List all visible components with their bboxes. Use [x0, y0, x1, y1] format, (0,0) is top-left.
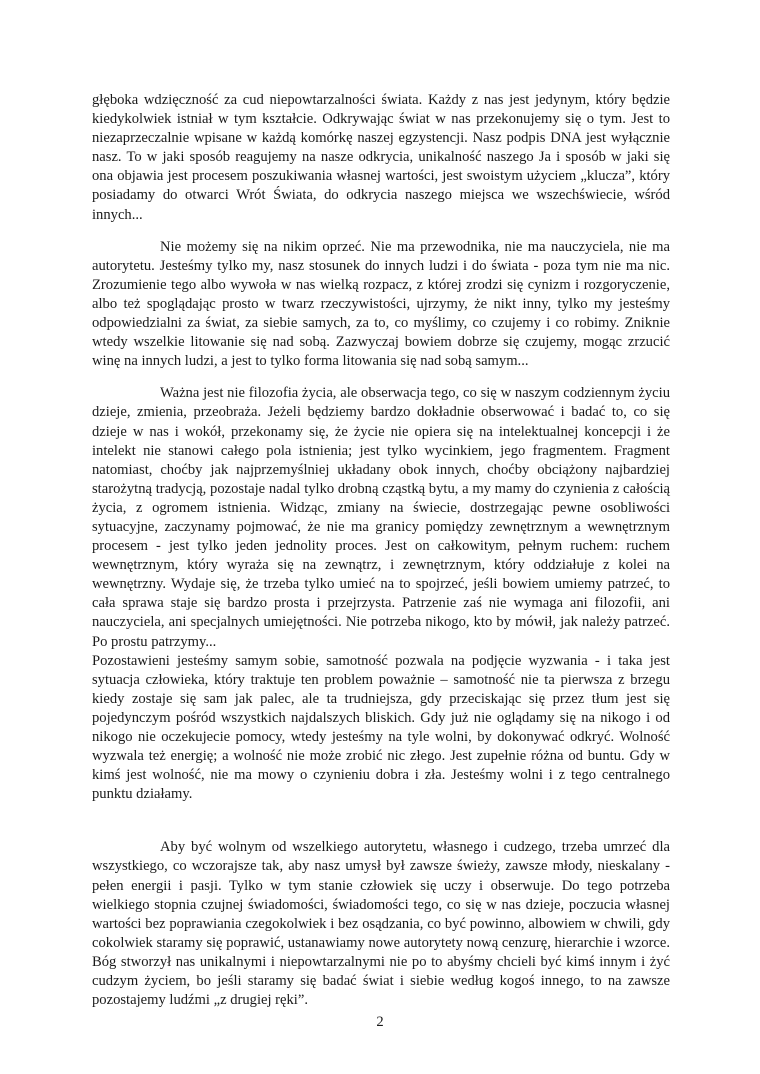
- paragraph-4: Pozostawieni jesteśmy samym sobie, samotność pozwala na podjęcie wyzwania - i taka jest sytuacja człowieka, który traktuje ten problem poważnie – samotność nie ta pierwsza z brzegu kiedy zostaje się sam jak palec, ale ta trudniejsza, gdy przeciskając się przez tłum jest się pojedynczym pośród wszystkich najdalszych bliskich. Gdy już nie oglądamy się na nikogo i od nikogo nie oczekujecie pomocy, wtedy jesteśmy na tyle wolni, by dokonywać odkryć. Wolność wyzwala też energię; a wolność nie może zrobić nic złego. Jest zupełnie różna od buntu. Gdy w kimś jest wolność, nie ma mowy o czynieniu dobra i zła. Jesteśmy wolni i z tego centralnego punktu działamy.: [92, 652, 670, 803]
- paragraph-spacer: [92, 225, 670, 238]
- page-number: 2: [376, 1014, 384, 1030]
- paragraph-spacer: [92, 371, 670, 384]
- paragraph-3: Ważna jest nie filozofia życia, ale obserwacja tego, co się w naszym codziennym życiu dzieje, zmienia, przeobraża. Jeżeli będziemy bardzo dokładnie obserwować i badać to, co się dzieje w nas i wokół, przekonamy się, że życie nie opiera się na intelektualnej koncepcji i że intelekt nie stanowi całego pola istnienia; jest tylko wycinkiem, jego fragmentem. Fragment natomiast, choćby jak najprzemyślniej układany obok innych, choćby obciążony najbardziej starożytną tradycją, pozostaje nadal tylko drobną cząstką bytu, a my mamy do czynienia z całością życia, z ogromem istnienia. Widząc, zmiany na świecie, dostrzegając pewne osobliwości sytuacyjne, zaczynamy pojmować, że nie ma granicy pomiędzy zewnętrznym a wewnętrznym procesem - jest tylko jeden jednolity proces. Jest on całkowitym, pełnym ruchem: ruchem wewnętrznym, który wyraża się na zewnątrz, i zewnętrznym, który oddziałuje z kolei na wewnętrzny. Wydaje się, że trzeba tylko umieć na to spojrzeć, jeśli bowiem umiemy patrzeć, to cała sprawa staje się bardzo prosta i przejrzysta. Patrzenie zaś nie wymaga ani filozofii, ani nauczyciela, ani specjalnych umiejętności. Nie potrzeba nikogo, kto by mówił, jak należy patrzeć. Po prostu patrzymy...: [92, 385, 670, 650]
- paragraph-spacer: [92, 804, 670, 838]
- document-body: [92, 91, 670, 1010]
- paragraph-1: głęboka wdzięczność za cud niepowtarzalności świata. Każdy z nas jest jedynym, który będzie kiedykolwiek istniał w tym kształcie. Odkrywając świat w nas przekonujemy się o tym. Jest to niezaprzeczalnie wpisane w każdą komórkę naszej egzystencji. Nasz podpis DNA jest wyłącznie nasz. To w jaki sposób reagujemy na nasze odkrycia, unikalność naszego Ja i sposób w jaki się ona objawia jest procesem poszukiwania własnej wartości, jest swoistym użyciem „klucza”, który posiadamy do otwarci Wrót Świata, do odkrycia naszego miejsca we wszechświecie, wśród innych...: [92, 92, 670, 223]
- paragraph-5: Aby być wolnym od wszelkiego autorytetu, własnego i cudzego, trzeba umrzeć dla wszystkiego, co wczorajsze tak, aby nasz umysł był zawsze świeży, zawsze młody, nieskalany - pełen energii i pasji. Tylko w tym stanie człowiek się uczy i obserwuje. Do tego potrzeba wielkiego stopnia czujnej świadomości, świadomości tego, co się w nas dzieje, poczucia własnej wartości bez poprawiania czegokolwiek i bez osądzania, co być powinno, albowiem w chwili, gdy cokolwiek staramy się poprawić, ustanawiamy nowe autorytety nową cenzurę, hierarchie i wzorce. Bóg stworzył nas unikalnymi i niepowtarzalnymi nie po to abyśmy chcieli być kimś innym i żyć cudzym życiem, bo jeśli staramy się badać świat i siebie według kogoś innego, to na zawsze pozostajemy ludźmi „z drugiej ręki”.: [92, 839, 670, 1009]
- paragraph-2: Nie możemy się na nikim oprzeć. Nie ma przewodnika, nie ma nauczyciela, nie ma autorytetu. Jesteśmy tylko my, nasz stosunek do innych ludzi i do świata - poza tym nie ma nic. Zrozumienie tego albo wywoła w nas wielką rozpacz, z której zrodzi się cynizm i rozgoryczenie, albo też spoglądając prosto w twarz rzeczywistości, ujrzymy, że nikt inny, tylko my jesteśmy odpowiedzialni za świat, za siebie samych, za to, co myślimy, co czujemy i co robimy. Zniknie wtedy wszelkie litowanie się nad sobą. Zazwyczaj bowiem dobrze się czujemy, mogąc zrzucić winę na innych ludzi, a jest to tylko forma litowania się nad sobą samym...: [92, 238, 670, 370]
